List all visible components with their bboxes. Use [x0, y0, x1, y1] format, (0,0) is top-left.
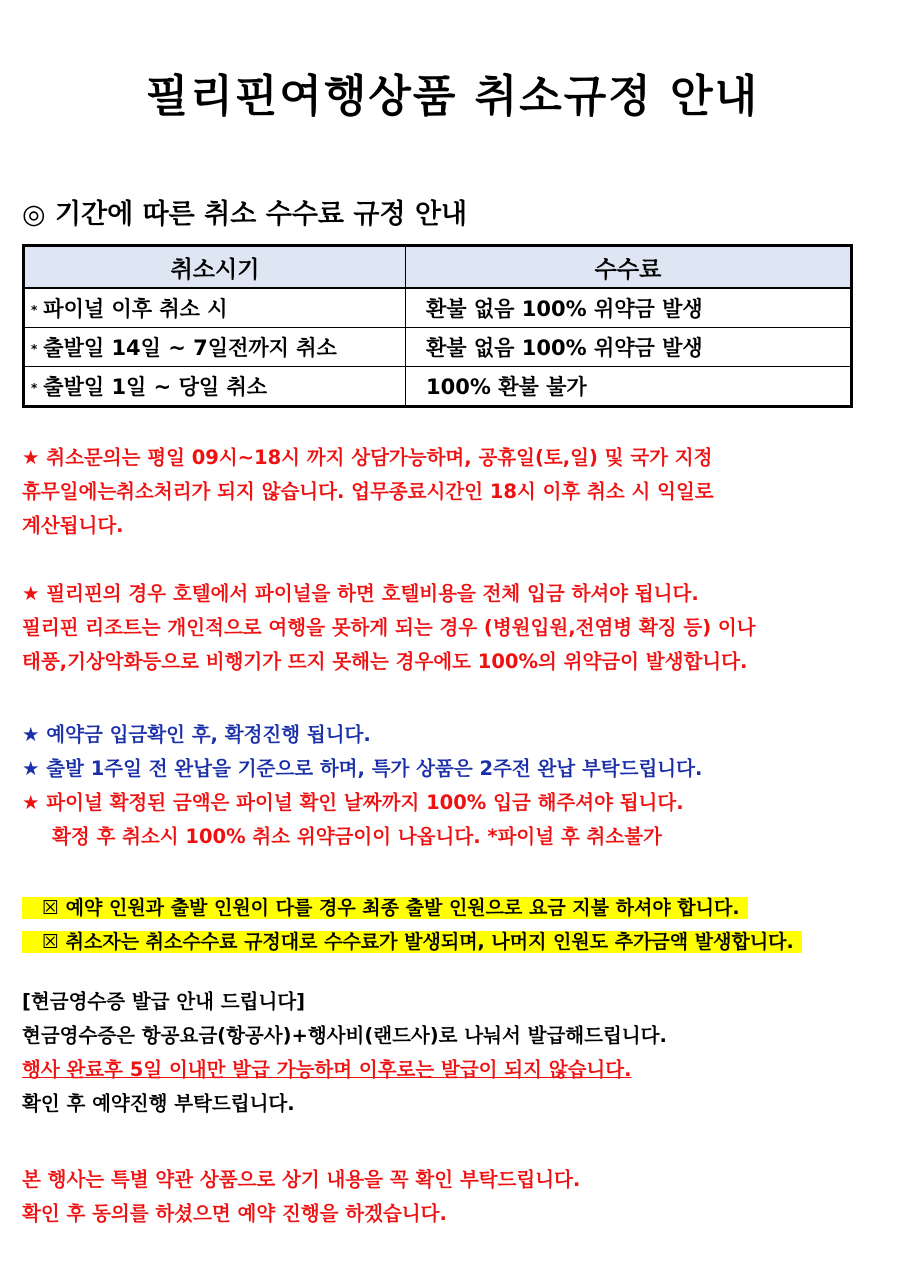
notice-hotel-final [22, 577, 882, 679]
column-header-fee: 수수료 [406, 246, 852, 289]
period-cell [24, 288, 406, 328]
period-text: 파이널 이후 취소 시 [43, 297, 228, 321]
receipt-section [22, 985, 882, 1121]
notice-line: 휴무일에는취소처리가 되지 않습니다. 업무종료시간인 18시 이후 취소 시 익일로 [22, 480, 714, 503]
bullet-icon: * [31, 303, 38, 317]
table-row [24, 367, 852, 407]
receipt-warning: 행사 완료후 5일 이내만 발급 가능하며 이후로는 발급이 되지 않습니다. [22, 1058, 632, 1081]
notice-line: 계산됩니다. [22, 514, 124, 537]
bullet-icon: * [31, 381, 38, 395]
receipt-heading: [현금영수증 발급 안내 드립니다] [22, 990, 306, 1013]
fee-cell: 환불 없음 100% 위약금 발생 [406, 328, 852, 367]
table-row [24, 328, 852, 367]
notice-payment [22, 718, 882, 854]
table-header-row [24, 246, 852, 289]
notice-line: 확정 후 취소시 100% 취소 위약금이이 나옵니다. *파이널 후 취소불가 [52, 825, 662, 848]
closing-line: 본 행사는 특별 약관 상품으로 상기 내용을 꼭 확인 부탁드립니다. [22, 1168, 581, 1191]
notice-line: ★ 예약금 입금확인 후, 확정진행 됩니다. [22, 723, 371, 746]
bullet-icon: * [31, 342, 38, 356]
period-cell [24, 367, 406, 407]
period-text: 출발일 1일 ~ 당일 취소 [43, 375, 268, 399]
fee-cell: 환불 없음 100% 위약금 발생 [406, 288, 852, 328]
receipt-line: 현금영수증은 항공요금(항공사)+행사비(랜드사)로 나눠서 발급해드립니다. [22, 1024, 667, 1047]
highlight-notice: ☒ 취소자는 취소수수료 규정대로 수수료가 발생되며, 나머지 인원도 추가금액 발생합니다. [22, 931, 802, 953]
period-text: 출발일 14일 ~ 7일전까지 취소 [43, 336, 337, 360]
notice-line: ★ 취소문의는 평일 09시~18시 까지 상담가능하며, 공휴일(토,일) 및 국가 지정 [22, 446, 713, 469]
highlight-row [22, 925, 882, 959]
notice-line: 필리핀 리조트는 개인적으로 여행을 못하게 되는 경우 (병원입원,전염병 확징 등) 이나 [22, 616, 756, 639]
notice-inquiry-hours [22, 441, 882, 543]
highlight-notices [22, 891, 882, 959]
notice-line: 태풍,기상악화등으로 비행기가 뜨지 못해는 경우에도 100%의 위약금이 발생합니다. [22, 650, 748, 673]
table-row [24, 288, 852, 328]
column-header-period: 취소시기 [24, 246, 406, 289]
highlight-notice: ☒ 예약 인원과 출발 인원이 다를 경우 최종 출발 인원으로 요금 지불 하셔야 합니다. [22, 897, 748, 919]
fee-cell: 100% 환불 불가 [406, 367, 852, 407]
page-title: 필리핀여행상품 취소규정 안내 [145, 71, 760, 122]
closing-line: 확인 후 동의를 하셨으면 예약 진행을 하겠습니다. [22, 1202, 447, 1225]
notice-line: ★ 필리핀의 경우 호텔에서 파이널을 하면 호텔비용을 전체 입금 하셔야 됩니다. [22, 582, 699, 605]
highlight-row [22, 891, 882, 925]
period-cell [24, 328, 406, 367]
notice-line: ★ 파이널 확정된 금액은 파이널 확인 날짜까지 100% 입금 해주셔야 됩니다. [22, 791, 684, 814]
receipt-line: 확인 후 예약진행 부탁드립니다. [22, 1092, 295, 1115]
cancellation-fee-table [22, 244, 853, 408]
notice-line: ★ 출발 1주일 전 완납을 기준으로 하며, 특가 상품은 2주전 완납 부탁드립니다. [22, 757, 703, 780]
section-heading: ◎ 기간에 따른 취소 수수료 규정 안내 [22, 199, 468, 230]
closing-notice [22, 1163, 882, 1231]
